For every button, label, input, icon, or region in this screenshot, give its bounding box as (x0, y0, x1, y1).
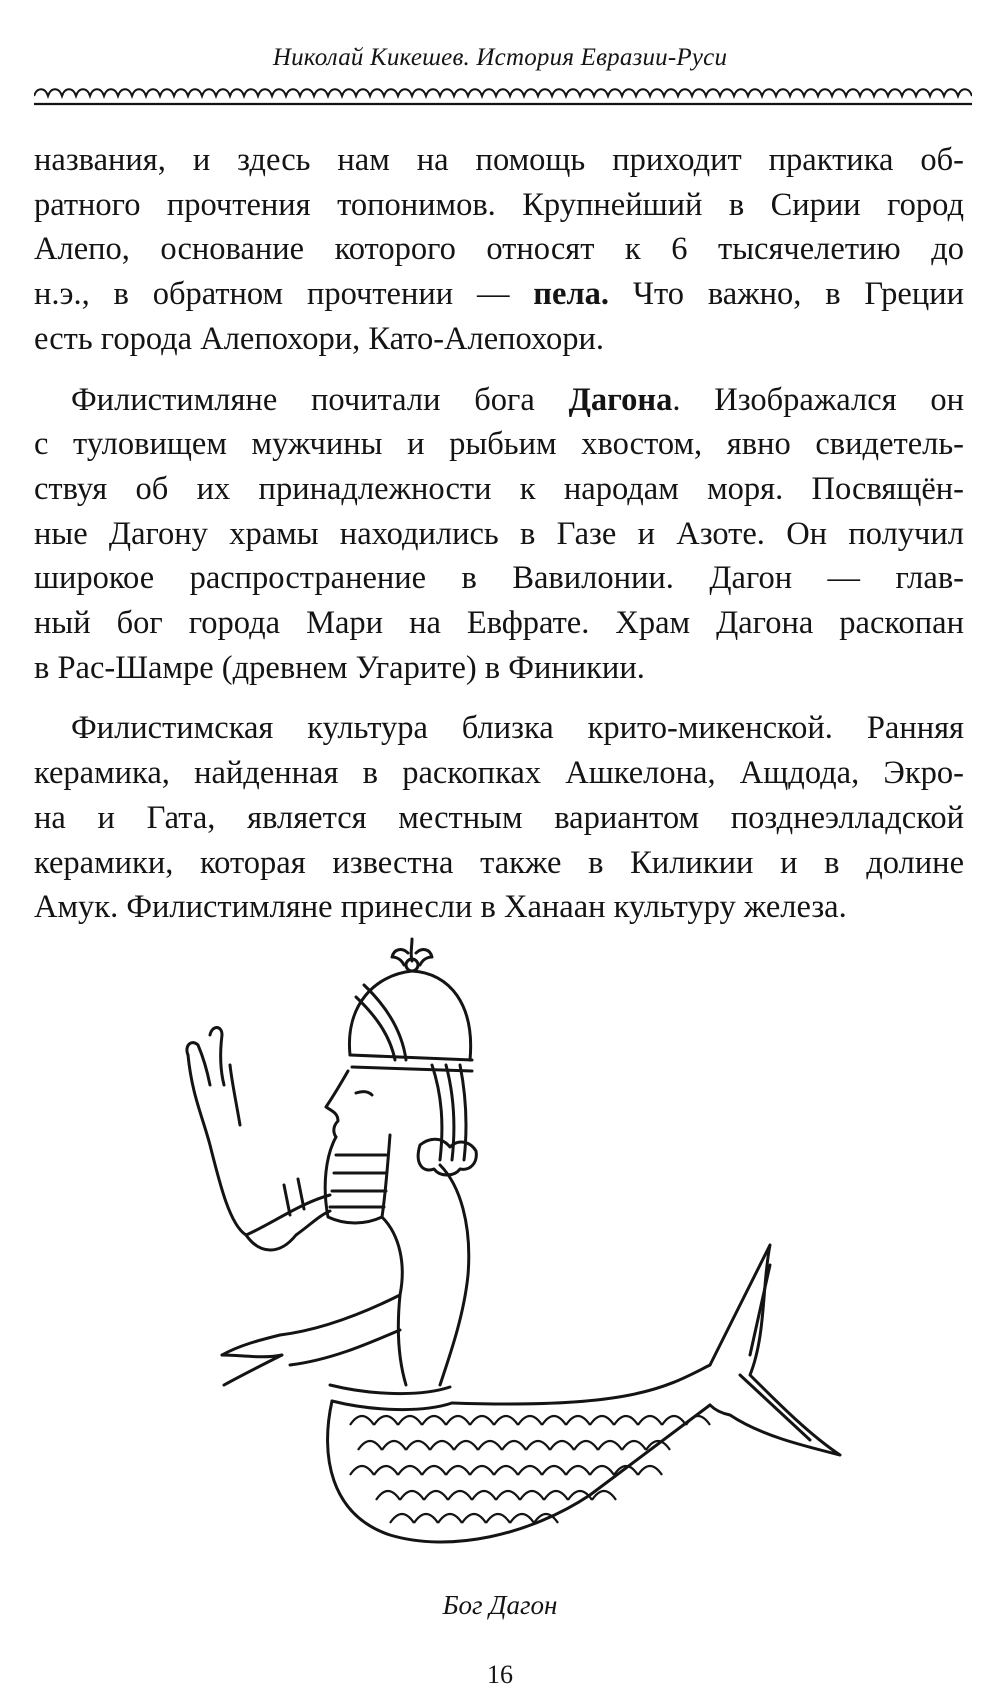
text-run: Что важно, в Греции (609, 276, 964, 313)
fish-scale (424, 1491, 448, 1500)
text-run: названия, и здесь нам на помощь приходит практика об- (34, 142, 964, 178)
fish-scale (430, 1441, 454, 1450)
fish-scale (510, 1514, 534, 1523)
fish-scale (574, 1441, 598, 1450)
fish-scale (374, 1416, 398, 1425)
fish-scale (358, 1441, 382, 1450)
fish-scale (446, 1466, 470, 1475)
fish-scale (496, 1491, 520, 1500)
fish-scale (470, 1466, 494, 1475)
fish-scale (622, 1441, 646, 1450)
fish-scale (526, 1441, 550, 1450)
text-run: есть города Алепохори, Като-Алепохори. (34, 320, 604, 357)
fish-scale (590, 1466, 614, 1475)
bold-term-dagon: Дагона (568, 381, 673, 418)
fish-scale (472, 1491, 496, 1500)
fish-scale (414, 1514, 438, 1523)
text-run: Филистимляне почитали бога (71, 381, 569, 418)
fish-scale (662, 1416, 686, 1425)
bold-term-pela: пела. (533, 276, 610, 313)
text-run: Амук. Филистимляне принесли в Ханаан культуру железа. (34, 889, 847, 926)
text-line (34, 796, 964, 841)
fish-scale (550, 1441, 574, 1450)
fish-scale (376, 1491, 400, 1500)
dagon-fish-god-illustration-icon (150, 935, 870, 1575)
fish-scale (494, 1416, 518, 1425)
text-line (34, 378, 964, 423)
fish-scale (350, 1416, 374, 1425)
text-run: керамика, найденная в раскопках Ашкелона, Ащдода, Экро- (34, 755, 964, 792)
fish-scale (590, 1416, 614, 1425)
paragraph-1 (34, 138, 964, 362)
text-line (34, 227, 964, 272)
fish-scale (470, 1416, 494, 1425)
fish-scale (438, 1514, 462, 1523)
fish-scale (374, 1466, 398, 1475)
fish-scale (350, 1466, 374, 1475)
paragraph-3 (34, 706, 964, 930)
text-run: широкое распространение в Вавилонии. Дагон — глав- (34, 560, 964, 597)
fish-scale (638, 1416, 662, 1425)
figure-caption: Бог Дагон (442, 1590, 558, 1620)
paragraph-2 (34, 378, 964, 691)
fish-scale (462, 1514, 486, 1523)
text-line (34, 272, 964, 317)
text-run: . Изображался он (672, 381, 964, 418)
text-run: ные Дагону храмы находились в Газе и Азоте. Он получил (34, 515, 964, 552)
running-header: Николай Кикешев. История Евразии-Руси (272, 44, 728, 71)
fish-scale (382, 1441, 406, 1450)
page-number: 16 (487, 1660, 513, 1689)
text-line (34, 467, 964, 512)
text-run: Алепо, основание которого относят к 6 тысячелетию до (34, 231, 964, 268)
fish-scale (502, 1441, 526, 1450)
text-line (34, 317, 964, 362)
text-line (34, 841, 964, 886)
text-line (34, 512, 964, 557)
fish-scale (518, 1466, 542, 1475)
text-line (34, 556, 964, 601)
fish-scale (390, 1514, 414, 1523)
fish-scale (544, 1491, 568, 1500)
fish-scale (686, 1416, 710, 1425)
body-text (34, 138, 964, 930)
fish-scale (598, 1441, 622, 1450)
text-line (34, 422, 964, 467)
text-run: ратного прочтения топонимов. Крупнейший в Сирии город (34, 186, 964, 223)
fish-scale (542, 1466, 566, 1475)
fish-scale (566, 1466, 590, 1475)
fish-scale (638, 1466, 662, 1475)
text-run: ный бог города Мари на Евфрате. Храм Дагона раскопан (34, 605, 964, 642)
fish-scale (566, 1416, 590, 1425)
text-run: в Рас-Шамре (древнем Угарите) в Финикии. (34, 649, 645, 686)
fish-scale (400, 1491, 424, 1500)
text-line (34, 646, 964, 691)
text-line (34, 706, 964, 751)
wave-ornament-divider (34, 84, 972, 106)
text-run: на и Гата, является местным вариантом позднеэлладской (34, 799, 964, 836)
text-line (34, 885, 964, 930)
fish-scale (448, 1491, 472, 1500)
text-line (34, 601, 964, 646)
fish-scale (406, 1441, 430, 1450)
fish-scale (520, 1491, 544, 1500)
fish-scale (614, 1416, 638, 1425)
fish-scale (568, 1491, 592, 1500)
fish-scale (494, 1466, 518, 1475)
fish-scale (422, 1416, 446, 1425)
fish-scale (542, 1416, 566, 1425)
fish-scale (486, 1514, 510, 1523)
text-run: с туловищем мужчины и рыбьим хвостом, явно свидетель- (34, 426, 964, 463)
fish-scale (422, 1466, 446, 1475)
fish-scale (478, 1441, 502, 1450)
fish-scale (518, 1416, 542, 1425)
fish-scale (454, 1441, 478, 1450)
fish-scale (398, 1416, 422, 1425)
text-line (34, 183, 964, 228)
text-line (34, 751, 964, 796)
text-run: н.э., в обратном прочтении — (34, 276, 534, 313)
fish-scale (446, 1416, 470, 1425)
fish-scale (398, 1466, 422, 1475)
text-line (34, 138, 964, 183)
text-run: ствуя об их принадлежности к народам моря. Посвящён- (34, 470, 964, 507)
text-run: керамики, которая известна также в Киликии и в долине (34, 844, 964, 881)
text-run: Филистимская культура близка крито-микенской. Ранняя (71, 710, 964, 747)
